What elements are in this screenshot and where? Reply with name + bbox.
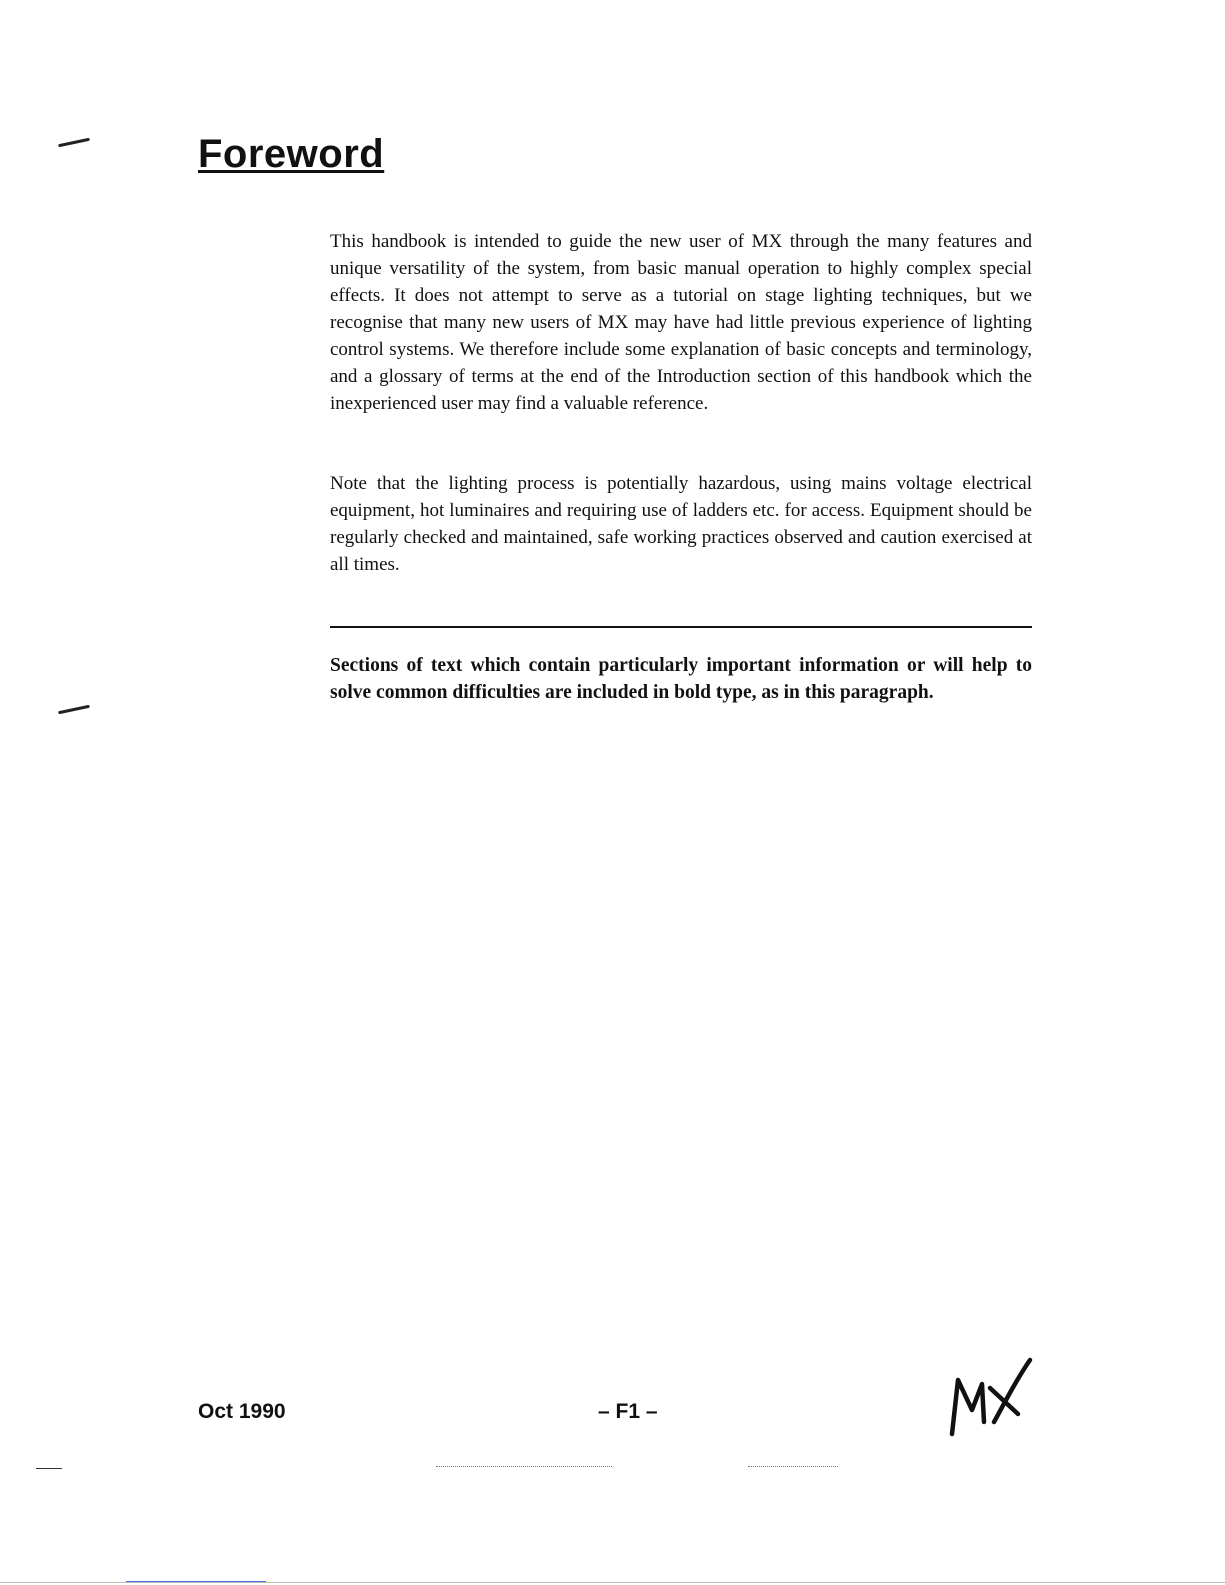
section-divider: [330, 626, 1032, 628]
scan-artifact-left: [36, 1468, 62, 1469]
bold-note-paragraph: Sections of text which contain particularly important information or will help to solve common difficulties are included in bold type, as in this paragraph.: [330, 655, 1032, 703]
scan-artifact-bottom-blue: [126, 1581, 266, 1582]
mx-logo-icon: [938, 1352, 1038, 1437]
hole-punch-mark-top: [58, 138, 90, 148]
mx-logo: [938, 1352, 1038, 1442]
scan-artifact-dotted-2: [748, 1466, 838, 1468]
hole-punch-mark-middle: [58, 705, 90, 715]
intro-paragraph: This handbook is intended to guide the new user of MX through the many features and unique versatility of the system, from basic manual operation to highly complex special effects. It does not attempt to serve as a tutorial on stage lighting techniques, but we recognise that many new users of MX may have had little previous experience of lighting control systems. We therefore include some explanation of basic concepts and terminology, and a glossary of terms at the end of the Introduction section of this handbook which the inexperienced user may find a valuable reference.: [330, 231, 1032, 414]
scan-artifact-bottom-edge: [0, 1582, 1225, 1583]
footer-date: Oct 1990: [198, 1400, 286, 1423]
page-title: Foreword: [198, 132, 385, 176]
scan-artifact-dotted-1: [436, 1466, 612, 1468]
safety-paragraph: Note that the lighting process is potentially hazardous, using mains voltage electrical equipment, hot luminaires and requiring use of ladders etc. for access. Equipment should be regularly checked and maintained, safe working practices observed and caution exercised at all times.: [330, 473, 1032, 575]
footer-page-number: – F1 –: [598, 1400, 658, 1423]
